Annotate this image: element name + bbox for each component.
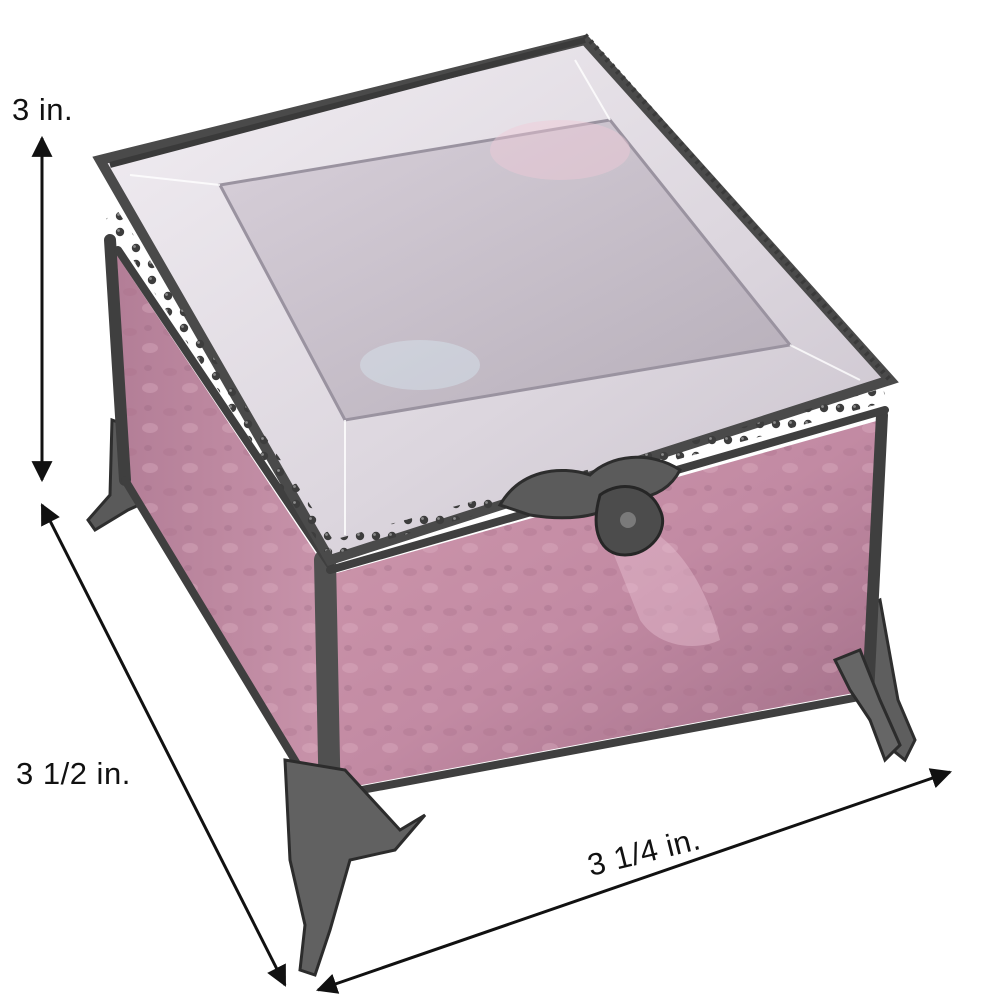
- width-arrow: [318, 772, 950, 990]
- height-label: 3 in.: [12, 92, 74, 127]
- width-label: 3 1/4 in.: [584, 821, 704, 883]
- front-left-foot: [285, 760, 425, 975]
- depth-label: 3 1/2 in.: [16, 756, 131, 791]
